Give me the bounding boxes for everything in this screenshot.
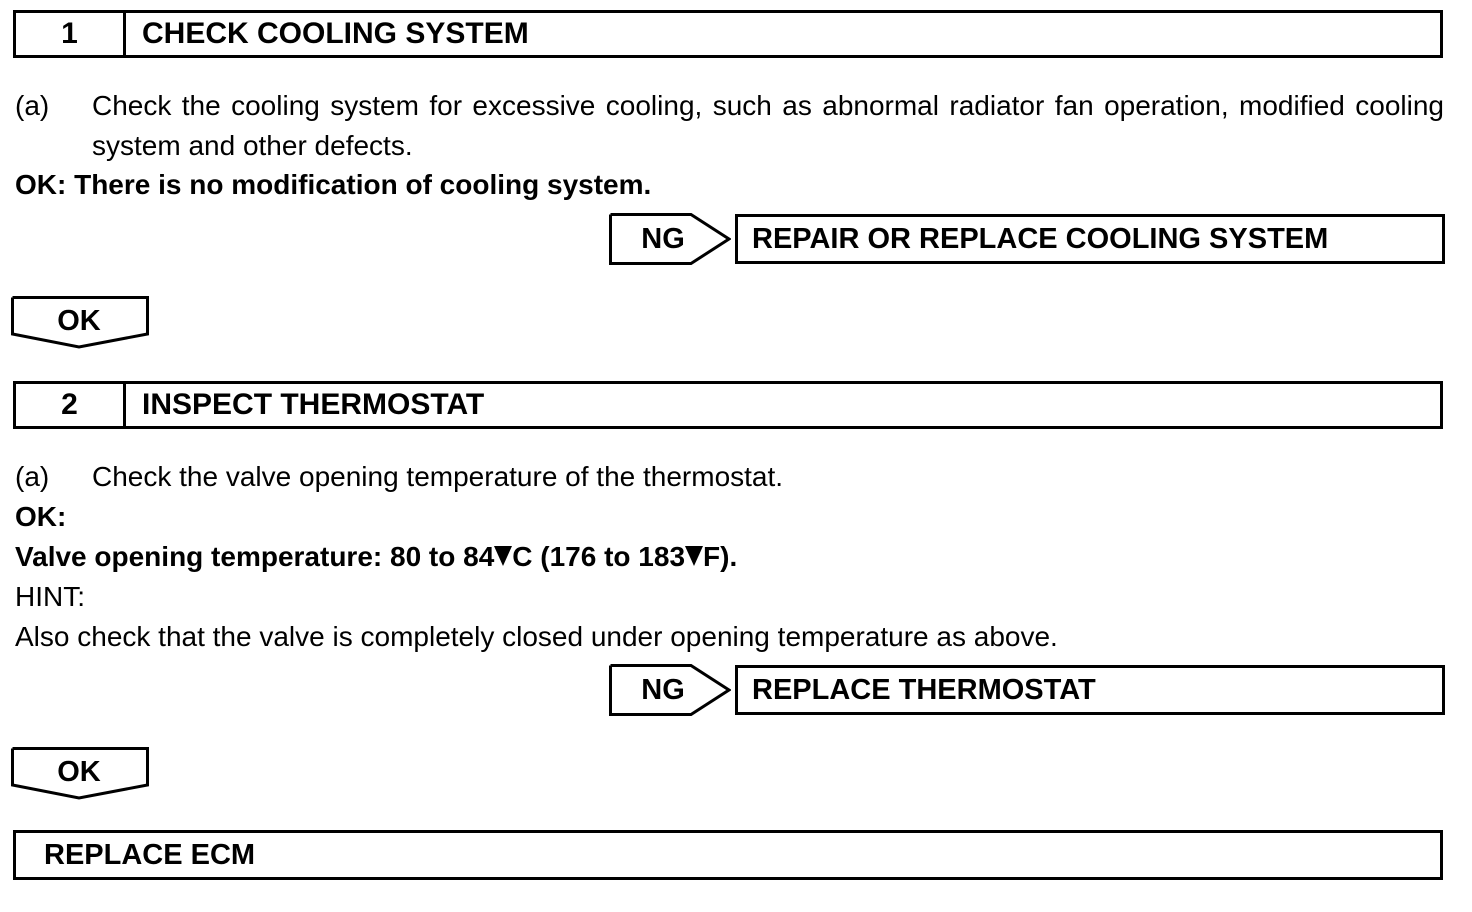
degree-glyph-icon	[494, 544, 512, 566]
ok-spec: OK: There is no modification of cooling system.	[15, 169, 652, 200]
final-action-text: REPLACE ECM	[44, 839, 256, 871]
item-label: (a)	[15, 90, 50, 121]
item-text: Check the valve opening temperature of the thermostat.	[92, 461, 784, 492]
item-label: (a)	[15, 461, 50, 492]
ok-branch-arrow	[11, 296, 151, 350]
final-action-box	[13, 830, 1443, 880]
step-number: 2	[16, 384, 126, 426]
ok-heading: OK:	[15, 501, 67, 532]
ok-branch-arrow	[11, 747, 151, 801]
ng-action-text: REPAIR OR REPLACE COOLING SYSTEM	[752, 223, 1329, 255]
spec-text-2: C (176 to 183	[512, 541, 686, 572]
ng-branch-arrow	[609, 664, 731, 716]
hint-label: HINT:	[15, 581, 85, 612]
ng-branch-arrow	[609, 213, 731, 265]
spec-text-3: F).	[703, 541, 738, 572]
ok-spec	[15, 537, 737, 577]
step-title: INSPECT THERMOSTAT	[142, 388, 485, 421]
ng-action-box	[735, 214, 1445, 264]
spec-text-1: Valve opening temperature: 80 to 84	[15, 541, 495, 572]
ng-label: NG	[641, 223, 685, 255]
ng-action-box	[735, 665, 1445, 715]
hint-text: Also check that the valve is completely closed under opening temperature as above.	[15, 621, 1058, 652]
step-1-header	[13, 10, 1443, 58]
ng-label: NG	[641, 674, 685, 706]
step-2-header	[13, 381, 1443, 429]
step-title: CHECK COOLING SYSTEM	[142, 17, 529, 50]
degree-glyph-icon	[685, 544, 703, 566]
step-number: 1	[16, 13, 126, 55]
ok-label: OK	[57, 305, 101, 337]
ok-label: OK	[57, 756, 101, 788]
item-text: Check the cooling system for excessive cooling, such as abnormal radiator fan operation, modified cooling system and other defects.	[92, 90, 1444, 161]
ng-action-text: REPLACE THERMOSTAT	[752, 674, 1096, 706]
